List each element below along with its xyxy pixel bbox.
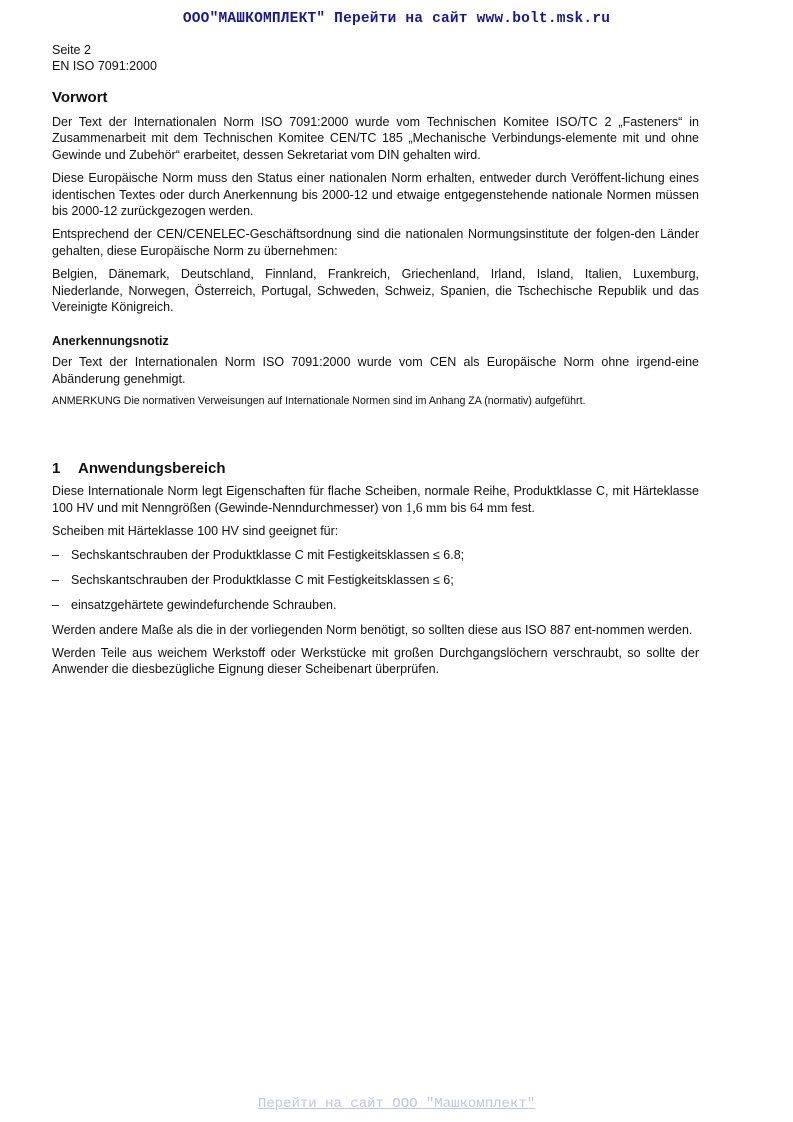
page-number: Seite 2 bbox=[52, 43, 91, 57]
dash-marker: – bbox=[52, 597, 59, 612]
scope-text: Diese Internationale Norm legt Eigenschaften für flache Scheiben, normale Reihe, Produktklasse C, mit Härteklasse 100 HV und mit Nenngrößen (Gewinde-Nenndurchmesser) von bbox=[52, 484, 699, 515]
suitable-paragraph: Scheiben mit Härteklasse 100 HV sind geeignet für: bbox=[52, 524, 339, 539]
list-item-text: Sechskantschrauben der Produktklasse C mit Festigkeitsklassen ≤ 6.8; bbox=[71, 547, 465, 562]
section-number: 1 bbox=[52, 460, 61, 478]
size-max: 64 mm bbox=[469, 499, 508, 515]
anmerkung-note: ANMERKUNG Die normativen Verweisungen auf Internationale Normen sind im Anhang ZA (normativ) aufgeführt. bbox=[52, 395, 586, 408]
list-item bbox=[52, 572, 699, 588]
anerkennung-paragraph: Der Text der Internationalen Norm ISO 7091:2000 wurde vom CEN als Europäische Norm ohne irgend-eine Abänderung genehmigt. bbox=[52, 355, 699, 386]
section-1-heading bbox=[52, 460, 699, 477]
list-item bbox=[52, 597, 699, 613]
dash-marker: – bbox=[52, 572, 59, 587]
size-min: 1,6 mm bbox=[405, 499, 447, 515]
standard-id: EN ISO 7091:2000 bbox=[52, 59, 157, 73]
scope-text-mid: bis bbox=[446, 500, 470, 515]
list-item-text: einsatzgehärtete gewindefurchende Schrauben. bbox=[71, 597, 337, 612]
list-item-text: Sechskantschrauben der Produktklasse C mit Festigkeitsklassen ≤ 6; bbox=[71, 572, 454, 587]
other-dimensions-paragraph: Werden andere Maße als die in der vorliegenden Norm benötigt, so sollten diese aus ISO 887 ent-nommen werden. bbox=[52, 622, 693, 637]
document-body bbox=[52, 42, 699, 685]
vorwort-paragraph: Entsprechend der CEN/CENELEC-Geschäftsordnung sind die nationalen Normungsinstitute der folgen-den Länder gehalten, diese Europäische Norm zu übernehmen: bbox=[52, 227, 699, 258]
vorwort-paragraph: Der Text der Internationalen Norm ISO 7091:2000 wurde vom Technischen Komitee ISO/TC 2 „Fasteners“ in Zusammenarbeit mit dem Technischen Komitee CEN/TC 185 „Mechanische Verbindungs-elemente mit und ohne Gewinde und Zubehör“ erarbeitet, dessen Sekretariat vom DIN gehalten wird. bbox=[52, 115, 699, 162]
anerkennung-heading: Anerkennungsnotiz bbox=[52, 334, 169, 349]
vorwort-paragraph: Diese Europäische Norm muss den Status einer nationalen Norm erhalten, entweder durch Veröffent-lichung eines identischen Textes oder durch Anerkennung bis 2000-12 und etwaige entgegenstehende nationale Normen müssen bis 2000-12 zurückgezogen werden. bbox=[52, 171, 699, 219]
top-site-link[interactable]: ООО"МАШКОМПЛЕКТ" Перейти на сайт www.bolt.msk.ru bbox=[182, 11, 611, 27]
vorwort-heading: Vorwort bbox=[52, 89, 108, 106]
soft-material-paragraph: Werden Teile aus weichem Werkstoff oder Werkstücke mit großen Durchgangslöchern verschraubt, so sollte der Anwender die diesbezügliche Eignung dieser Scheibenart überprüfen. bbox=[52, 645, 699, 677]
list-item bbox=[52, 547, 699, 563]
scope-text-end: fest. bbox=[507, 500, 535, 515]
scope-paragraph bbox=[52, 483, 699, 516]
bottom-site-link[interactable]: Перейти на сайт ООО "Машкомплект" bbox=[257, 1096, 536, 1112]
suitability-list bbox=[52, 547, 699, 613]
section-title: Anwendungsbereich bbox=[78, 460, 226, 478]
countries-paragraph: Belgien, Dänemark, Deutschland, Finnland, Frankreich, Griechenland, Irland, Island, Italien, Luxemburg, Niederlande, Norwegen, Österreich, Portugal, Schweden, Schweiz, Spanien, die Tschechische Republik und das Vereinigte Königreich. bbox=[52, 267, 699, 315]
dash-marker: – bbox=[52, 547, 59, 562]
